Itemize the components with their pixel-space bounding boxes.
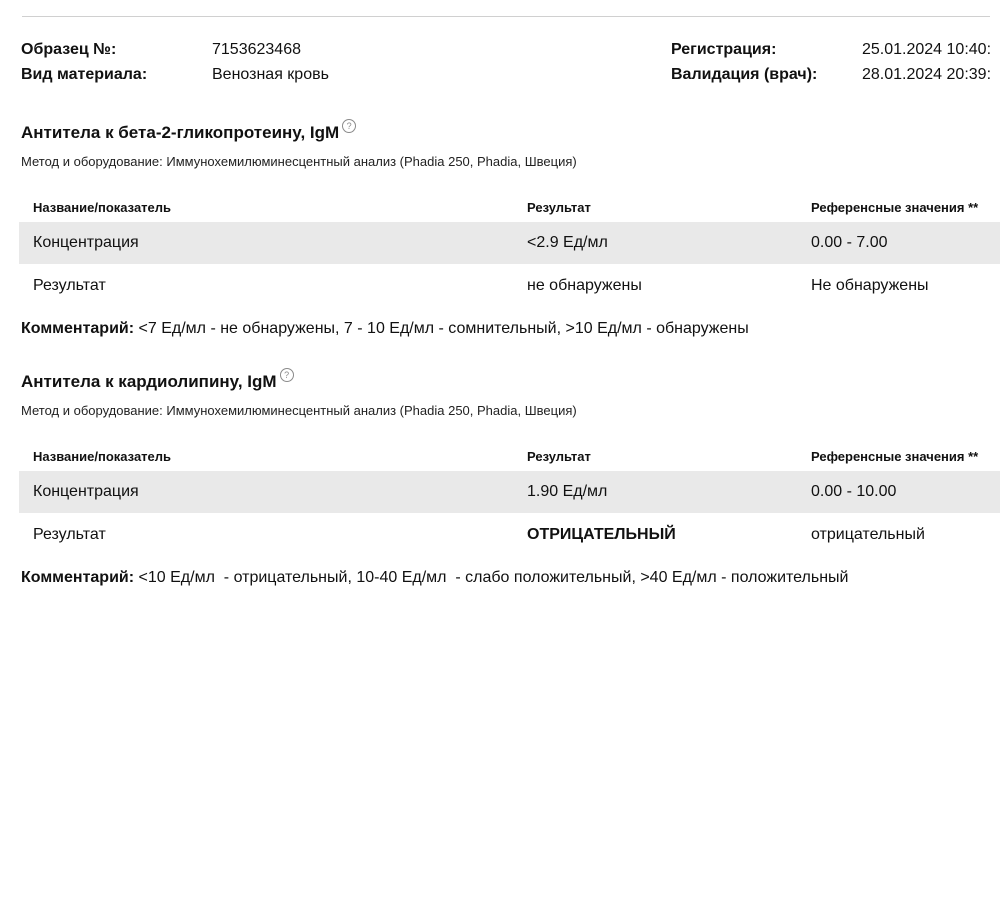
top-divider [22,16,990,17]
row-reference: 0.00 - 7.00 [811,234,888,251]
validation-label: Валидация (врач): [671,66,818,83]
section-title-text: Антитела к кардиолипину, IgM [21,372,277,391]
column-header-result: Результат [527,449,591,464]
section-title [21,121,356,145]
row-result: не обнаружены [527,277,642,294]
column-header-name: Название/показатель [33,200,172,215]
material-label: Вид материала: [21,66,148,83]
row-name: Концентрация [33,483,139,500]
registration-label: Регистрация: [671,41,777,58]
column-header-name: Название/показатель [33,449,172,464]
sample-number-label: Образец №: [21,41,117,58]
row-reference: отрицательный [811,526,925,543]
help-icon[interactable]: ? [280,368,294,382]
comment-text: <10 Ед/мл - отрицательный, 10-40 Ед/мл - слабо положительный, >40 Ед/мл - положительный [134,569,849,586]
sample-info [0,38,1000,92]
row-name: Результат [33,277,106,294]
column-header-reference: Референсные значения ** [811,200,979,215]
table-header [19,446,1000,468]
column-header-result: Результат [527,200,591,215]
section-title [21,370,294,394]
row-name: Концентрация [33,234,139,251]
comment [21,318,749,340]
registration-value: 25.01.2024 10:40: [862,41,992,58]
method-description: Метод и оборудование: Иммунохемилюминесцентный анализ (Phadia 250, Phadia, Швеция) [21,154,577,169]
comment [21,567,848,589]
table-row [19,471,1000,513]
sample-info-row-2 [0,63,1000,87]
row-result: ОТРИЦАТЕЛЬНЫЙ [527,526,676,543]
row-reference: Не обнаружены [811,277,929,294]
table-row [19,514,1000,556]
row-reference: 0.00 - 10.00 [811,483,897,500]
material-value: Венозная кровь [212,66,329,83]
table-header [19,197,1000,219]
comment-label: Комментарий: [21,569,135,586]
row-result: 1.90 Ед/мл [527,483,608,500]
column-header-reference: Референсные значения ** [811,449,979,464]
comment-label: Комментарий: [21,320,135,337]
validation-value: 28.01.2024 20:39: [862,66,992,83]
help-icon[interactable]: ? [342,119,356,133]
row-name: Результат [33,526,106,543]
table-row [19,222,1000,264]
comment-text: <7 Ед/мл - не обнаружены, 7 - 10 Ед/мл - сомнительный, >10 Ед/мл - обнаружены [134,320,749,337]
sample-info-row-1 [0,38,1000,62]
table-row [19,265,1000,307]
sample-number-value: 7153623468 [212,41,301,58]
row-result: <2.9 Ед/мл [527,234,608,251]
section-title-text: Антитела к бета-2-гликопротеину, IgM [21,123,340,142]
method-description: Метод и оборудование: Иммунохемилюминесцентный анализ (Phadia 250, Phadia, Швеция) [21,403,577,418]
